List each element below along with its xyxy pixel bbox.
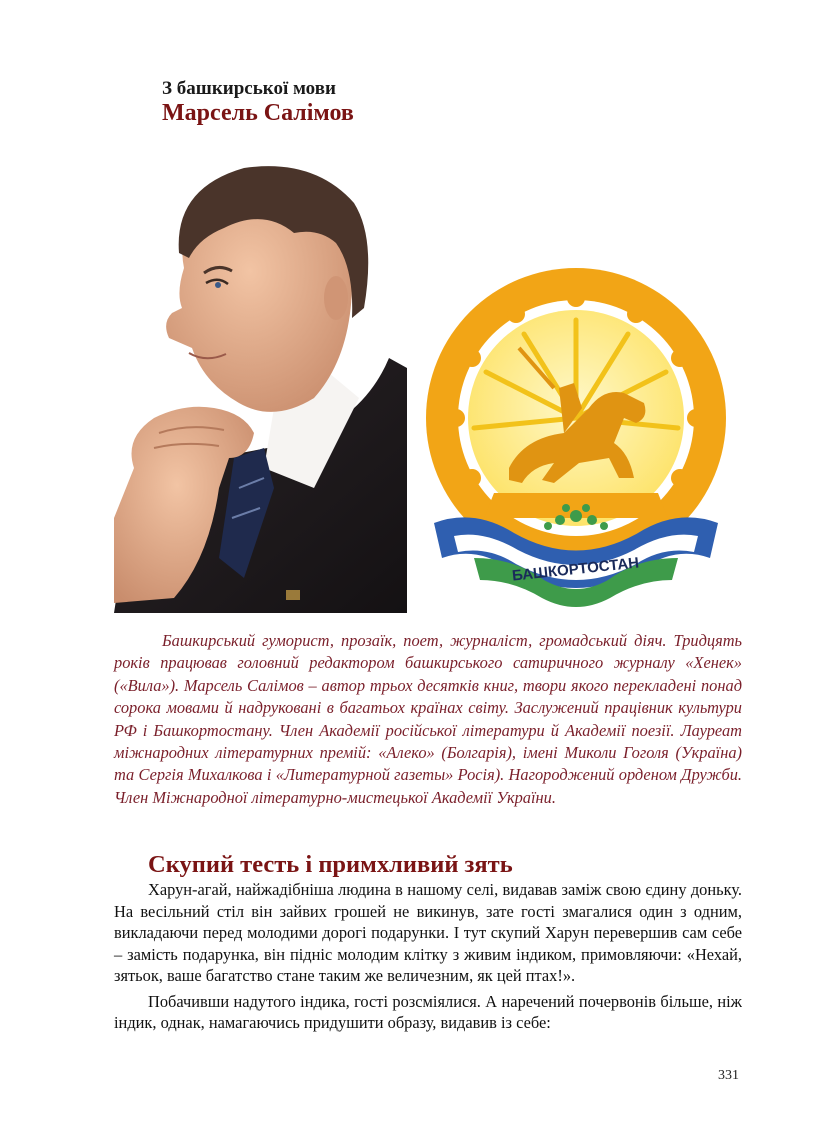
author-name: Марсель Салімов (162, 100, 354, 126)
portrait-photo (114, 158, 407, 613)
page-number: 331 (718, 1068, 739, 1083)
story-paragraph: Харун-агай, найжадібніша людина в нашому селі, видавав заміж свою єдину доньку. На весільний стіл він зайвих грошей не викинув, зате гості змагалися один з одним, викладаючи перед молодими дорогі подарунки. І тут скупий Харун перевершив сам себе – замість подарунка, він підніс молодим клітку з живим індиком, примовляючи: «Нехай, зятьок, ваше багатство стане таким же величезним, як цей птах!». (114, 880, 742, 985)
translated-from-label: З башкирської мови (162, 78, 336, 99)
story-title: Скупий тесть і примхливий зять (148, 851, 513, 878)
story-text (114, 879, 742, 1038)
emblem-ribbon-text: БАШКОРТОСТАН (511, 554, 640, 585)
story-paragraph: Побачивши надутого індика, гості розсміялися. А наречений почервонів більше, ніж індик, однак, намагаючись придушити образу, видавив із себе: (114, 991, 742, 1032)
bashkortostan-emblem (414, 268, 738, 613)
author-bio: Башкирський гуморист, прозаїк, поет, журналіст, громадський діяч. Тридцять років працював головний редактором башкирського сатиричного журналу «Хенек» («Вила»). Марсель Салімов – автор трьох десятків книг, твори якого перекладені понад сорока мовами й надруковані в багатьох країнах світу. Заслужений працівник культури РФ і Башкортостану. Член Академії російської літератури й Академії поезії. Лауреат міжнародних літературних премій: «Алеко» (Болгарія), імені Миколи Гоголя (Україна) та Сергія Михалкова і «Литературной газеты» Росія). Нагороджений орденом Дружби. Член Міжнародної літературно-мистецької Академії України. (114, 631, 742, 807)
